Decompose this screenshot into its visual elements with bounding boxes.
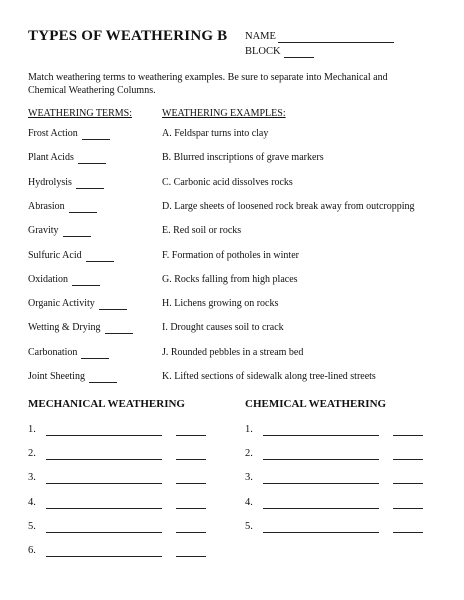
answer-number: 2. [28,448,36,460]
term-answer-blank[interactable] [81,358,109,359]
answer-number: 3. [28,472,36,484]
block-field[interactable] [284,57,314,58]
mechanical-heading: MECHANICAL WEATHERING [28,398,185,410]
answer-number: 1. [245,424,253,435]
term-label: Plant Acids [28,152,74,164]
terms-heading: WEATHERING TERMS: [28,108,132,119]
answer-term-blank[interactable] [263,532,379,533]
example-item: A. Feldspar turns into clay [162,128,269,139]
answer-letter-blank[interactable] [176,483,206,484]
answer-number: 3. [245,472,253,484]
term-answer-blank[interactable] [76,188,104,189]
chemical-heading: CHEMICAL WEATHERING [245,398,387,410]
term-label: Sulfuric Acid [28,249,82,261]
term-answer-blank[interactable] [63,236,91,237]
answer-term-blank[interactable] [263,508,379,509]
answer-term-blank[interactable] [263,459,379,460]
term-label: Frost Action [28,128,78,139]
term-label: Joint Sheeting [28,371,85,382]
term-label: Hydrolysis [28,176,72,188]
answer-letter-blank[interactable] [176,435,206,436]
term-answer-blank[interactable] [82,139,110,140]
term-answer-blank[interactable] [86,261,114,262]
answer-term-blank[interactable] [46,435,162,436]
answer-term-blank[interactable] [46,532,162,533]
term-answer-blank[interactable] [105,333,133,334]
worksheet-title: TYPES OF WEATHERING B [28,28,228,44]
answer-term-blank[interactable] [46,459,162,460]
answer-number: 5. [245,520,253,532]
answer-letter-blank[interactable] [393,483,423,484]
answer-letter-blank[interactable] [176,532,206,533]
answer-number: 4. [245,496,253,508]
answer-term-blank[interactable] [46,556,162,557]
answer-letter-blank[interactable] [176,459,206,460]
answer-letter-blank[interactable] [393,435,423,436]
answer-letter-blank[interactable] [393,532,423,533]
answer-letter-blank[interactable] [393,508,423,509]
term-answer-blank[interactable] [72,285,100,286]
term-answer-blank[interactable] [78,163,106,164]
example-item: C. Carbonic acid dissolves rocks [162,176,293,188]
term-label: Organic Activity [28,298,95,310]
term-label: Oxidation [28,273,68,285]
term-label: Gravity [28,225,59,237]
answer-term-blank[interactable] [263,483,379,484]
answer-letter-blank[interactable] [176,508,206,509]
answer-term-blank[interactable] [46,483,162,484]
example-item: B. Blurred inscriptions of grave markers [162,152,324,164]
example-item: H. Lichens growing on rocks [162,298,279,310]
term-answer-blank[interactable] [89,382,117,383]
example-item: D. Large sheets of loosened rock break away from outcropping [162,200,415,212]
block-label: BLOCK [245,46,281,57]
answer-number: 2. [245,448,253,460]
answer-letter-blank[interactable] [393,459,423,460]
example-item: E. Red soil or rocks [162,225,242,237]
term-label: Wetting & Drying [28,322,101,334]
answer-term-blank[interactable] [46,508,162,509]
example-item: F. Formation of potholes in winter [162,249,299,261]
example-item: I. Drought causes soil to crack [162,322,284,334]
name-label: NAME [245,31,276,42]
example-item: K. Lifted sections of sidewalk along tree-lined streets [162,371,376,382]
term-answer-blank[interactable] [99,309,127,310]
answer-letter-blank[interactable] [176,556,206,557]
answer-number: 4. [28,496,36,508]
term-answer-blank[interactable] [69,212,97,213]
name-field[interactable] [278,42,394,43]
term-label: Abrasion [28,200,65,212]
answer-number: 1. [28,424,36,435]
example-item: G. Rocks falling from high places [162,273,298,285]
answer-term-blank[interactable] [263,435,379,436]
example-item: J. Rounded pebbles in a stream bed [162,346,304,358]
answer-number: 6. [28,545,36,556]
examples-heading: WEATHERING EXAMPLES: [162,108,286,119]
answer-number: 5. [28,520,36,532]
term-label: Carbonation [28,346,78,358]
instructions: Match weathering terms to weathering examples. Be sure to separate into Mechanical and Chemical Weathering Columns. [28,72,388,96]
